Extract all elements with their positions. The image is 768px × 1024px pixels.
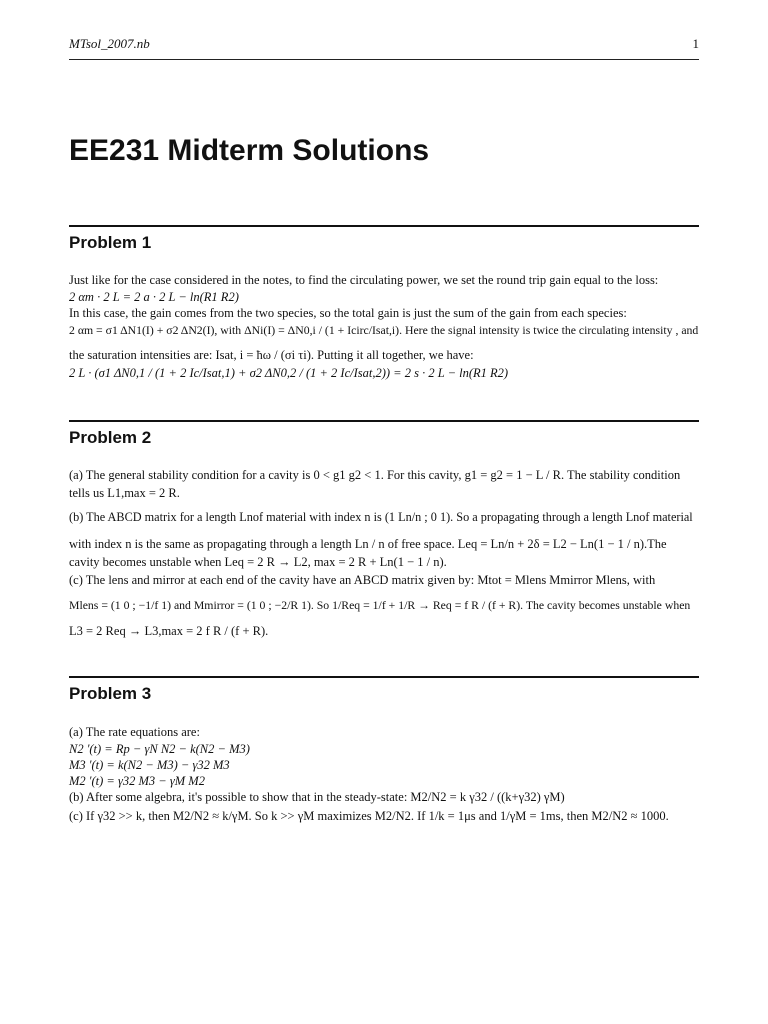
section-title-problem-2: Problem 2 — [69, 428, 152, 447]
text-line: tells us L1,max = 2 R. — [69, 486, 180, 500]
header-page-number: 1 — [692, 36, 699, 51]
text-line: Just like for the case considered in the notes, to find the circulating power, we set the round trip gain equal to the loss: — [69, 273, 659, 287]
equation-line: L3 = 2 Req → L3,max = 2 f R / (f + R). — [69, 624, 269, 638]
text-line: (a) The rate equations are: — [69, 725, 200, 739]
page-title: EE231 Midterm Solutions — [69, 134, 430, 167]
section-title-problem-3: Problem 3 — [69, 684, 152, 703]
equation-line: N2 '(t) = Rp − γN N2 − k(N2 − M3) — [69, 742, 250, 756]
section-divider — [69, 225, 699, 227]
text-line: (a) The general stability condition for a cavity is 0 < g1 g2 < 1. For this cavity, g1 = g2 = 1 − L / R. The stability condition — [69, 468, 681, 482]
text-line: the saturation intensities are: Isat, i = ħω / (σi τi). Putting it all together, we have: — [69, 348, 474, 362]
header-filename: MTsol_2007.nb — [69, 36, 150, 51]
text-line: (b) After some algebra, it's possible to show that in the steady-state: M2/N2 = k γ32 / ((k+γ32) γM) — [69, 790, 565, 804]
section-divider — [69, 420, 699, 422]
equation-line: 2 αm · 2 L = 2 a · 2 L − ln(R1 R2) — [69, 290, 239, 304]
text-line: (c) If γ32 >> k, then M2/N2 ≈ k/γM. So k >> γM maximizes M2/N2. If 1/k = 1μs and 1/γM = 1ms, then M2/N2 ≈ 1000. — [69, 809, 669, 823]
equation-line: M3 '(t) = k(N2 − M3) − γ32 M3 — [69, 758, 230, 772]
section-divider — [69, 676, 699, 678]
text-line: (c) The lens and mirror at each end of the cavity have an ABCD matrix given by: Mtot = Mlens Mmirror Mlens, with — [69, 573, 656, 587]
equation-line: 2 αm = σ1 ΔN1(I) + σ2 ΔN2(I), with ΔNi(I) = ΔN0,i / (1 + Icirc/Isat,i). Here the signal intensity is twice the circulating intensity , and — [69, 324, 699, 337]
text-line: (b) The ABCD matrix for a length Lnof material with index n is (1 Ln/n ; 0 1). So a propagating through a length Lnof material — [69, 510, 693, 524]
equation-line: 2 L · (σ1 ΔN0,1 / (1 + 2 Ic/Isat,1) + σ2 ΔN0,2 / (1 + 2 Ic/Isat,2)) = 2 s · 2 L − ln(R1 R2) — [69, 366, 509, 380]
text-line: cavity becomes unstable when Leq = 2 R → L2, max = 2 R + Ln(1 − 1 / n). — [69, 555, 447, 569]
section-title-problem-1: Problem 1 — [69, 233, 152, 252]
text-line: In this case, the gain comes from the two species, so the total gain is just the sum of the gain from each species: — [69, 306, 627, 320]
equation-line: M2 '(t) = γ32 M3 − γM M2 — [69, 774, 205, 788]
text-line: Mlens = (1 0 ; −1/f 1) and Mmirror = (1 0 ; −2/R 1). So 1/Req = 1/f + 1/R → Req = f R / (f + R). The cavity becomes unstable when — [69, 599, 691, 612]
text-line: with index n is the same as propagating through a length Ln / n of free space. Leq = Ln/n + 2δ = L2 − Ln(1 − 1 / n).The — [69, 537, 667, 551]
header-divider — [69, 59, 699, 60]
